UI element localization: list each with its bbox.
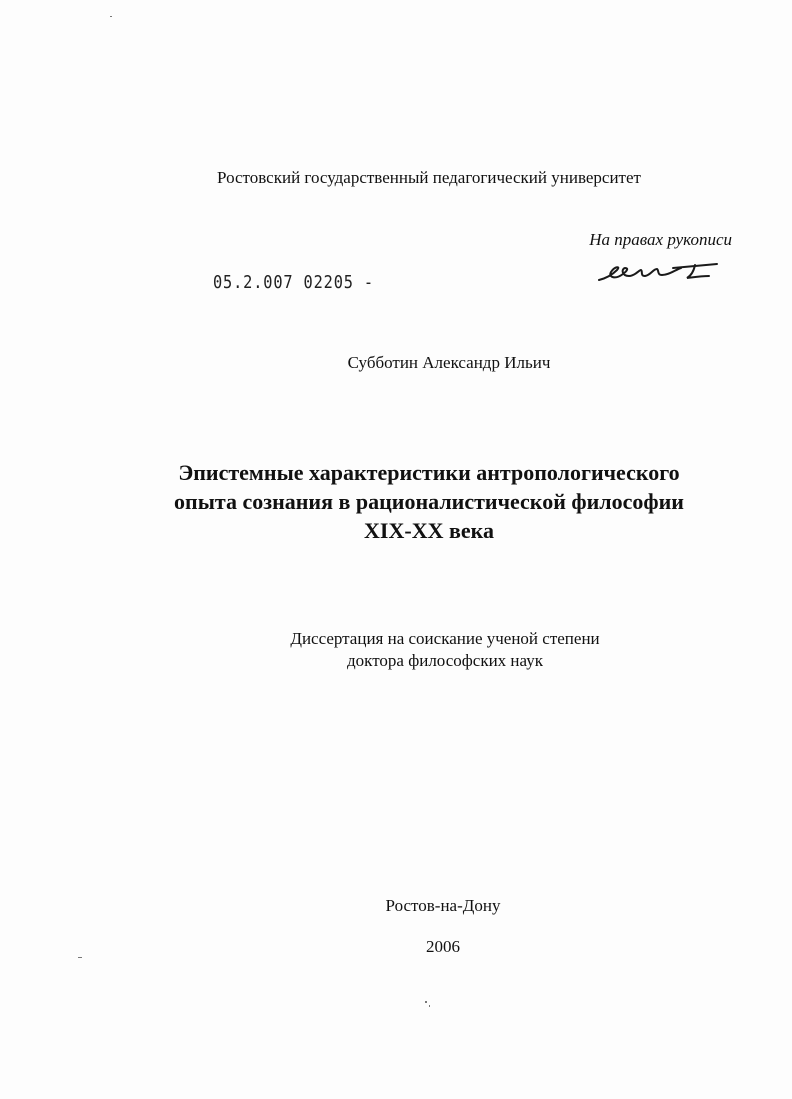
degree-line: Диссертация на соискание ученой степени [290, 629, 600, 648]
manuscript-note: На правах рукописи [589, 230, 732, 249]
scan-speck [78, 957, 82, 958]
dissertation-title [0, 458, 792, 545]
title-line: Эпистемные характеристики антропологического [178, 460, 680, 485]
archive-stamp: 05.2.007 02205 - [213, 272, 374, 293]
city: Ростов-на-Дону [385, 896, 501, 915]
scan-speck [425, 1001, 427, 1003]
title-line: XIX-XX века [364, 518, 494, 543]
signature-icon [595, 256, 725, 290]
author-name: Субботин Александр Ильич [347, 353, 551, 372]
university-name: Ростовский государственный педагогический университет [217, 168, 641, 187]
title-line: опыта сознания в рационалистической философии [174, 489, 684, 514]
scan-speck [110, 16, 112, 17]
degree-line: доктора философских наук [347, 651, 543, 670]
degree-statement [0, 628, 792, 672]
scan-speck [429, 1005, 430, 1007]
year: 2006 [426, 937, 460, 956]
